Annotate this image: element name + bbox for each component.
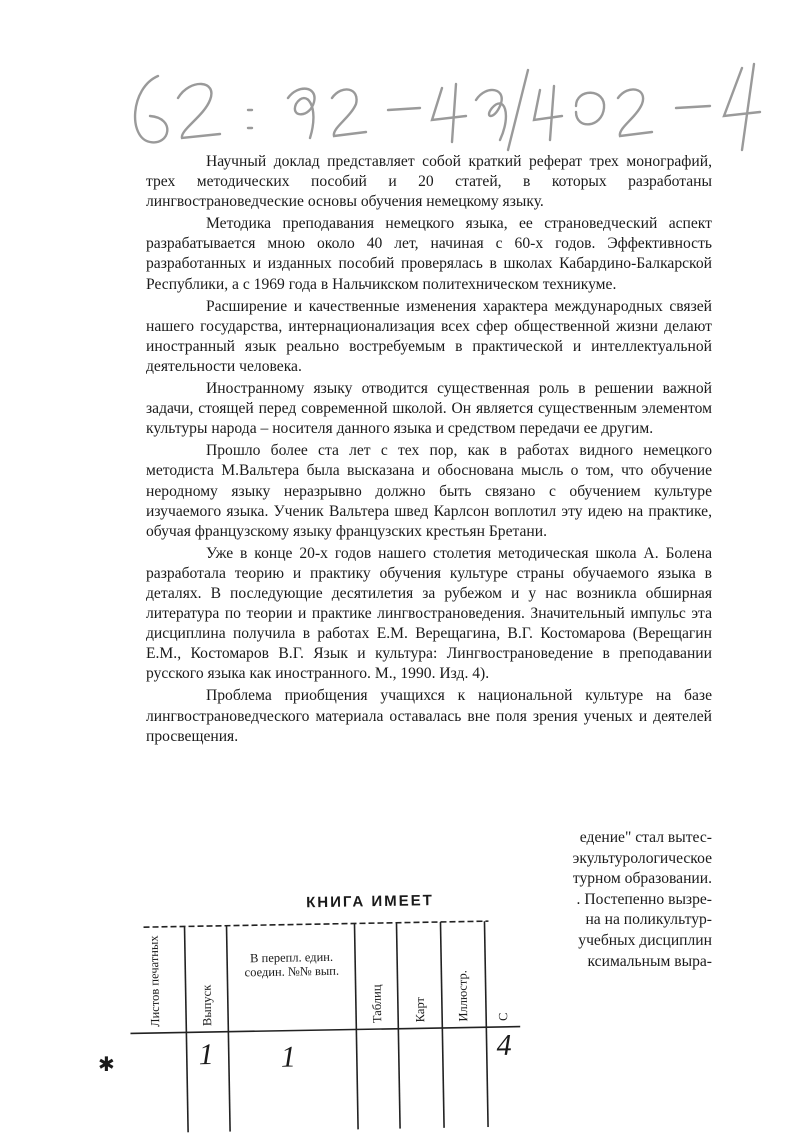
col-maps-label: Карт xyxy=(412,996,428,1023)
col-tables-label: Таблиц xyxy=(369,984,385,1024)
library-stamp xyxy=(128,887,522,1133)
margin-mark: ✱ xyxy=(98,1054,115,1076)
partial-line: учебных дисциплин xyxy=(578,931,712,949)
col-binding-label: В перепл. един. соедин. №№ вып. xyxy=(244,949,340,980)
col-extra-label: С xyxy=(496,1012,511,1022)
col-issue-label: Выпуск xyxy=(199,984,215,1027)
issue-value: 1 xyxy=(198,1037,215,1072)
paragraph-4: Иностранному языку отводится существенная роль в решении важной задачи, стоящей перед современной школой. Он является существенным элементом культуры народа – носителя данного языка и средством передачи ее другим. xyxy=(146,380,712,438)
binding-value: 1 xyxy=(280,1040,297,1074)
col-sheets-label: Листов печатных xyxy=(146,935,163,1028)
paragraph-3: Расширение и качественные изменения характера международных связей нашего государства, интернационализация всех сфер общественной жизни делают иностранный язык реально востребуемым в практической и интеллектуальной деятельности человека. xyxy=(146,297,712,375)
paragraph-2: Методика преподавания немецкого языка, ее страноведческий аспект разрабатывается мною около 40 лет, начиная с 60-х годов. Эффективность разработанных и изданных пособий проверялась в школах Кабардино-Балкарской Республики, а с 1969 года в Нальчикском политехническом техникуме. xyxy=(146,215,712,293)
paragraph-1: Научный доклад представляет собой краткий реферат трех монографий, трех методических пособий и 20 статей, в которых разработаны лингвострановедческие основы обучения немецкому языку. xyxy=(146,153,712,211)
partial-line: ксимальным выра- xyxy=(587,952,712,970)
obscured-paragraph xyxy=(520,828,712,972)
paragraph-7: Проблема приобщения учащихся к национальной культуре на базе лингвострановедческого материала оставалась вне поля зрения ученых и деятелей просвещения. xyxy=(146,687,712,745)
handwritten-code xyxy=(120,58,798,153)
col-illustrations-label: Иллюстр. xyxy=(455,970,471,1022)
partial-line: турном образовании. xyxy=(572,870,712,888)
partial-line: на на поликультур- xyxy=(585,911,712,929)
partial-line: едение" стал вытес- xyxy=(579,829,712,846)
report-body xyxy=(146,152,712,747)
partial-line: экультурологическое xyxy=(572,849,712,867)
handwritten-code-text: 62 : 9? - 49/ 402 - 4 xyxy=(120,152,128,153)
extra-value: 4 xyxy=(496,1028,512,1063)
partial-line: . Постепенно вызре- xyxy=(576,890,712,908)
handwritten-code-drawing xyxy=(120,58,798,153)
paragraph-6: Уже в конце 20-х годов нашего столетия методическая школа А. Болена разработала теорию и практику обучения культуре страны обучаемого языка в деталях. В последующие десятилетия за рубежом и у нас возникла обширная литература по теории и практике лингвострановедения. Значительный импульс эта дисциплина получила в работах Е.М. Верещагина, В.Г. Костомарова (Верещагин Е.М., Костомаров В.Г. Язык и культура: Лингвострановедение в преподавании русского языка как иностранного. М., 1990. Изд. 4). xyxy=(146,544,712,683)
stamp-title: КНИГА ИМЕЕТ xyxy=(305,892,435,912)
paragraph-5: Прошло более ста лет с тех пор, как в работах видного немецкого методиста М.Вальтера была высказана и обоснована мысль о том, что обучение неродному языку неразрывно должно быть связано с обучением культуре изучаемого языка. Ученик Вальтера швед Карлсон воплотил эту идею на практике, обучая французскому языку французских крестьян Бретани. xyxy=(146,442,712,540)
